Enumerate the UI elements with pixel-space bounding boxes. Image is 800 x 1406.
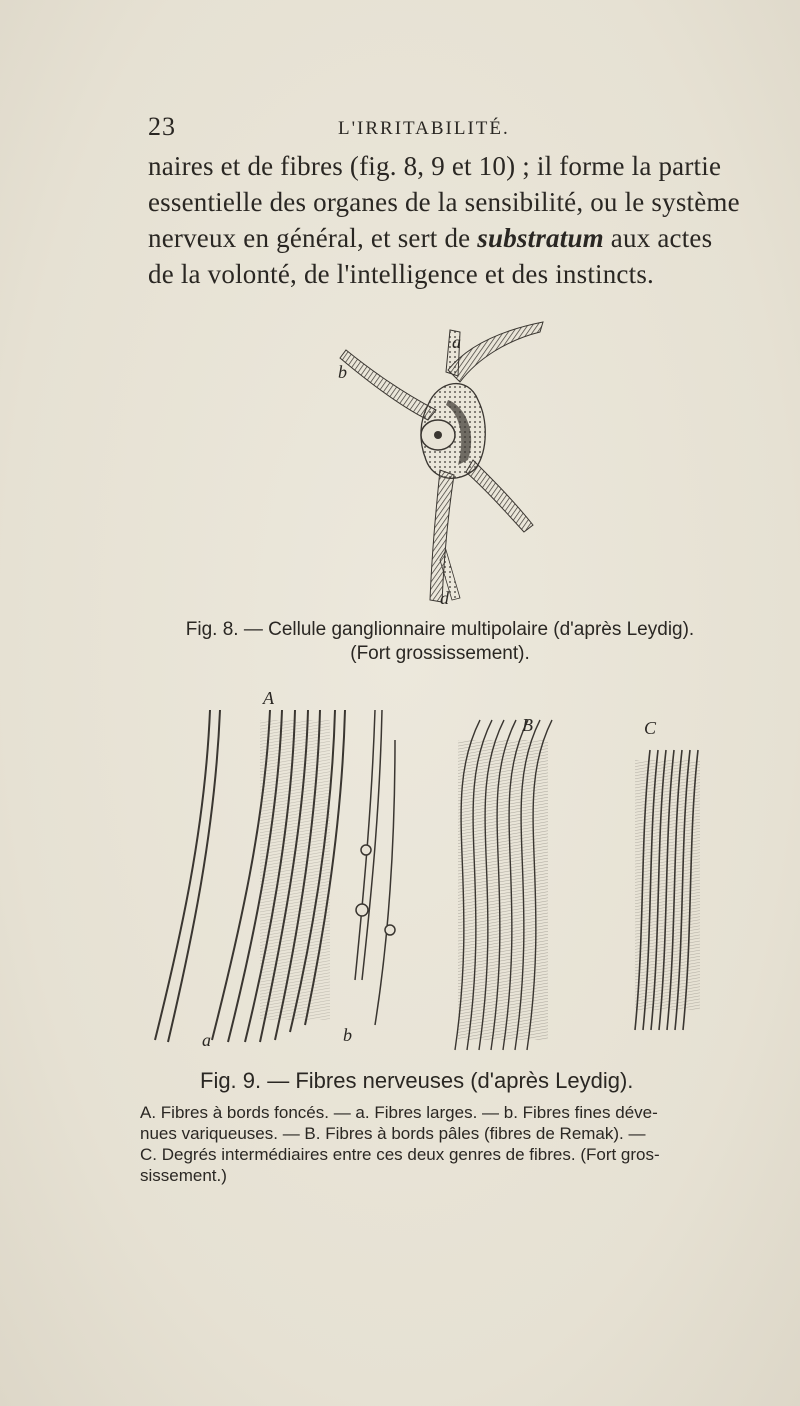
figure-8-ganglion-cell [328, 310, 558, 615]
body-line-1: naires et de fibres (fig. 8, 9 et 10) ; il forme la partie [148, 151, 722, 181]
figure-9-legend [140, 1102, 720, 1186]
figure-8-caption-line-2: (Fort grossissement). [350, 643, 530, 664]
figure-9-label-A: A [263, 688, 274, 708]
body-line-3-start: nerveux en général, et sert de [148, 223, 478, 253]
page-header [148, 112, 668, 142]
legend-line-3: C. Degrés intermédiaires entre ces deux genres de fibres. (Fort gros- [140, 1145, 660, 1164]
body-paragraph [148, 148, 740, 292]
body-line-3 [148, 220, 713, 256]
figure-9-label-b: b [343, 1025, 352, 1045]
emphasis-substratum: substratum [477, 223, 604, 253]
figure-9-label-a: a [202, 1030, 211, 1050]
figure-8-caption [160, 618, 720, 666]
figure-8-label-d: d [440, 588, 449, 608]
nerve-fibres-engraving [140, 680, 720, 1065]
body-line-3-end: aux actes [603, 223, 713, 253]
legend-line-2: nues variqueuses. — B. Fibres à bords pâles (fibres de Remak). — [140, 1124, 646, 1143]
figure-9-label-C: C [644, 718, 657, 738]
legend-line-4: sissement.) [140, 1166, 227, 1185]
fibres-group-b [355, 710, 395, 1025]
legend-line-1: A. Fibres à bords foncés. — a. Fibres larges. — b. Fibres fines déve- [140, 1103, 658, 1122]
running-head: L'IRRITABILITÉ. [338, 118, 510, 139]
body-line-4: de la volonté, de l'intelligence et des instincts. [148, 259, 654, 289]
figure-9-label-B: B [522, 715, 533, 735]
figure-9-caption: Fig. 9. — Fibres nerveuses (d'après Leydig). [200, 1068, 634, 1093]
page-number: 23 [148, 112, 176, 141]
figure-8-label-b: b [338, 362, 347, 382]
figure-9-nerve-fibres [140, 680, 720, 1065]
figure-8-label-a: a [452, 332, 461, 352]
figure-8-caption-line-1: Fig. 8. — Cellule ganglionnaire multipolaire (d'après Leydig). [185, 619, 695, 640]
ganglion-cell-engraving [328, 310, 558, 615]
body-line-2: essentielle des organes de la sensibilité, ou le système [148, 187, 740, 217]
